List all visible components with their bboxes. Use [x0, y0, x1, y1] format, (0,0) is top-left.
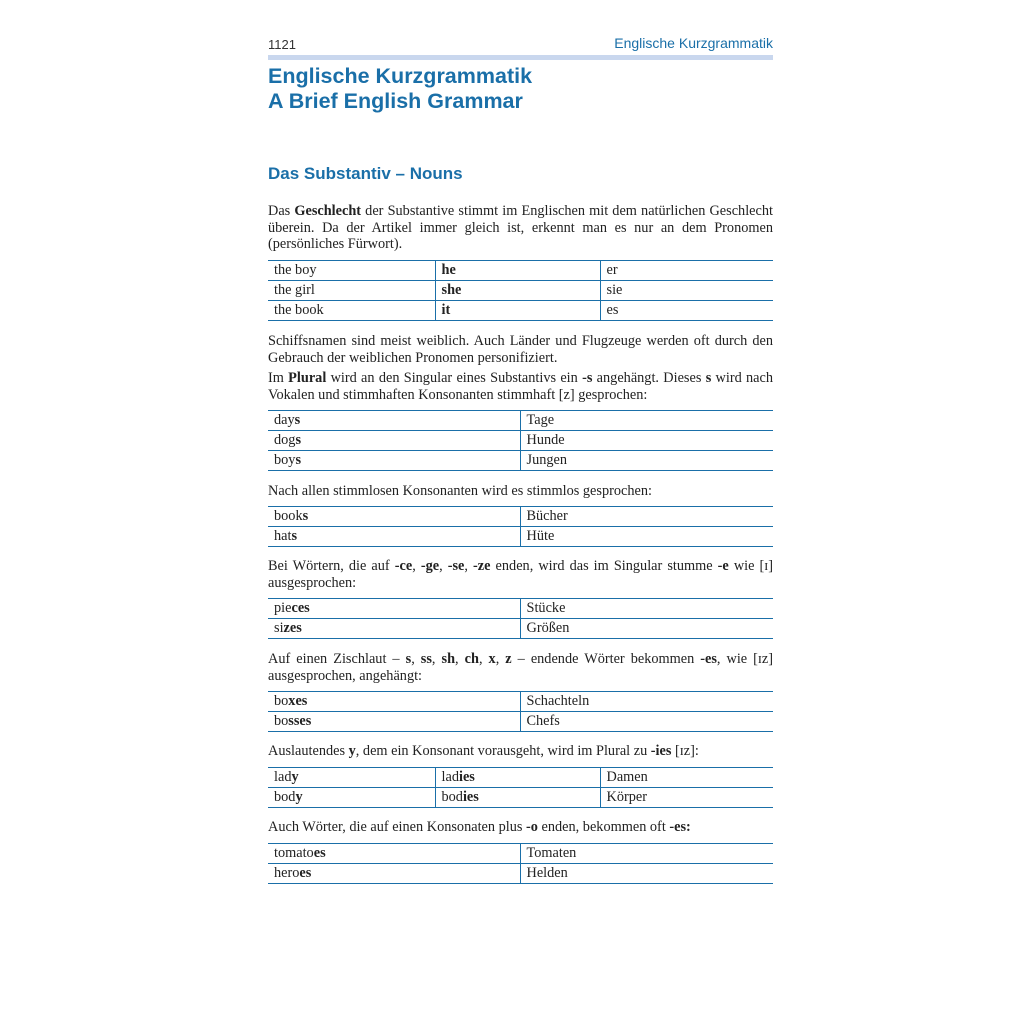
cell-german: Chefs — [520, 712, 773, 732]
text-run: , wie [ɪz] ausgesprochen, angehängt: — [268, 651, 773, 684]
term-bold: es — [299, 865, 312, 881]
term-bold: y — [295, 789, 303, 805]
term-bold: -ge — [420, 558, 440, 574]
cell-english — [268, 599, 520, 619]
text-run: , — [464, 558, 474, 574]
cell-german: Hunde — [520, 431, 773, 451]
text-run: enden, bekommen oft — [537, 819, 670, 835]
term-bold: ch — [464, 651, 479, 667]
term-bold: zes — [283, 620, 302, 636]
term-bold: s — [295, 452, 302, 468]
cell-german: Helden — [520, 864, 773, 884]
cell-english — [268, 712, 520, 732]
term-bold: ies — [458, 769, 475, 785]
text-run: Auslautendes — [268, 743, 349, 759]
text-run: lad — [274, 769, 292, 785]
text-run: Bei Wörtern, die auf — [268, 558, 395, 574]
text-run: tomato — [274, 845, 314, 861]
text-run: wird nach Vokalen und stimmhaften Konsonanten stimmhaft [z] gesprochen: — [268, 370, 774, 403]
text-run: – endende Wörter bekommen — [511, 651, 701, 667]
paragraph-voiceless: Nach allen stimmlosen Konsonanten wird es stimmlos gesprochen: — [268, 483, 652, 499]
paragraph-y-plural — [268, 743, 773, 760]
text-run: bod — [274, 789, 296, 805]
text-run: boy — [274, 452, 296, 468]
cell-pronoun: it — [435, 301, 600, 321]
term-bold: sh — [441, 651, 456, 667]
table-row — [268, 768, 773, 788]
term-bold: -ze — [473, 558, 491, 574]
paragraph-gender — [268, 203, 773, 253]
text-run: Im — [268, 370, 289, 386]
term-bold: -es — [700, 651, 717, 667]
cell-noun: the boy — [268, 261, 435, 281]
cell-german: es — [600, 301, 773, 321]
term-bold: s — [291, 528, 298, 544]
cell-english — [268, 527, 520, 547]
table-row — [268, 619, 773, 639]
text-run: bod — [441, 789, 463, 805]
term-bold: es — [313, 845, 326, 861]
table-gender — [268, 260, 773, 321]
text-run: [ɪz]: — [671, 743, 699, 759]
term-bold: ces — [291, 600, 310, 616]
cell-english — [268, 451, 520, 471]
section-title: Das Substantiv – Nouns — [268, 164, 463, 183]
page-title — [268, 64, 532, 114]
term-bold: Plural — [288, 370, 327, 386]
cell-noun: the book — [268, 301, 435, 321]
text-run: , — [411, 651, 421, 667]
cell-german: Stücke — [520, 599, 773, 619]
table-row — [268, 599, 773, 619]
text-run: bo — [274, 713, 289, 729]
cell-german: Körper — [600, 788, 773, 808]
text-run: , — [412, 558, 421, 574]
text-run: dog — [274, 432, 296, 448]
cell-english — [268, 844, 520, 864]
cell-english — [268, 431, 520, 451]
table-row — [268, 527, 773, 547]
table-row — [268, 431, 773, 451]
term-bold: y — [348, 743, 356, 759]
table-plural-voiced — [268, 410, 773, 471]
paragraph-ships: Schiffsnamen sind meist weiblich. Auch Länder und Flugzeuge werden oft durch den Gebrauch der weiblichen Pronomen personifiziert. — [268, 333, 773, 366]
text-run: hero — [274, 865, 300, 881]
term-bold: ss — [420, 651, 432, 667]
term-bold: s — [705, 370, 712, 386]
cell-german: Jungen — [520, 451, 773, 471]
paragraph-sibilant — [268, 651, 773, 684]
text-run: Auf einen Zischlaut – — [268, 651, 406, 667]
table-plural-o — [268, 843, 773, 884]
cell-plural — [435, 768, 600, 788]
term-bold: -es: — [669, 819, 691, 835]
cell-english — [268, 864, 520, 884]
term-bold: xes — [288, 693, 308, 709]
cell-pronoun: he — [435, 261, 600, 281]
table-row — [268, 692, 773, 712]
text-run: hat — [274, 528, 292, 544]
cell-english — [268, 692, 520, 712]
text-run: angehängt. Dieses — [592, 370, 706, 386]
text-run: pie — [274, 600, 292, 616]
cell-plural — [435, 788, 600, 808]
cell-german: Größen — [520, 619, 773, 639]
cell-german: Hüte — [520, 527, 773, 547]
text-run: , — [495, 651, 506, 667]
header-rule — [268, 55, 773, 60]
page-number: 1121 — [268, 37, 296, 52]
text-run: , — [455, 651, 465, 667]
running-head: Englische Kurzgrammatik — [614, 35, 773, 51]
paragraph-silent-e — [268, 558, 773, 591]
term-bold: -ce — [394, 558, 413, 574]
cell-noun: the girl — [268, 281, 435, 301]
table-row — [268, 451, 773, 471]
cell-german: Damen — [600, 768, 773, 788]
term-bold: -se — [447, 558, 465, 574]
term-bold: ies — [462, 789, 479, 805]
table-row — [268, 301, 773, 321]
term-bold: s — [294, 412, 301, 428]
table-row — [268, 788, 773, 808]
cell-english — [268, 411, 520, 431]
cell-singular — [268, 788, 435, 808]
term-bold: Geschlecht — [294, 203, 362, 219]
text-run: day — [274, 412, 295, 428]
text-run: si — [274, 620, 284, 636]
cell-german: Tage — [520, 411, 773, 431]
table-row — [268, 411, 773, 431]
term-bold: -ies — [650, 743, 672, 759]
cell-german: Schachteln — [520, 692, 773, 712]
term-bold: s — [405, 651, 412, 667]
table-plural-silent-e — [268, 598, 773, 639]
page-header — [268, 34, 773, 54]
term-bold: z — [505, 651, 512, 667]
table-row — [268, 261, 773, 281]
text-run: wird an den Singular eines Substantivs ein — [326, 370, 583, 386]
title-english: A Brief English Grammar — [268, 89, 523, 113]
cell-singular — [268, 768, 435, 788]
text-run: , — [478, 651, 489, 667]
cell-german: sie — [600, 281, 773, 301]
term-bold: -o — [526, 819, 538, 835]
title-german: Englische Kurzgrammatik — [268, 64, 533, 88]
table-row — [268, 712, 773, 732]
term-bold: s — [295, 432, 302, 448]
table-plural-sibilant — [268, 691, 773, 732]
term-bold: s — [302, 508, 309, 524]
table-row — [268, 844, 773, 864]
text-run: lad — [441, 769, 459, 785]
cell-german: er — [600, 261, 773, 281]
text-run: Das — [268, 203, 295, 219]
term-bold: y — [291, 769, 299, 785]
term-bold: -e — [717, 558, 729, 574]
text-run: , — [431, 651, 442, 667]
table-row — [268, 281, 773, 301]
table-row — [268, 507, 773, 527]
paragraph-o-plural — [268, 819, 773, 836]
paragraph-plural — [268, 370, 773, 403]
text-run: bo — [274, 693, 289, 709]
text-run: , dem ein Konsonant vorausgeht, wird im Plural zu — [355, 743, 651, 759]
cell-german: Bücher — [520, 507, 773, 527]
table-row — [268, 864, 773, 884]
cell-english — [268, 507, 520, 527]
cell-english — [268, 619, 520, 639]
table-plural-y — [268, 767, 773, 808]
cell-pronoun: she — [435, 281, 600, 301]
text-run: wie [ɪ] ausgesprochen: — [268, 558, 774, 591]
text-run: , — [439, 558, 448, 574]
cell-german: Tomaten — [520, 844, 773, 864]
text-run: Auch Wörter, die auf einen Konsonaten plus — [268, 819, 527, 835]
term-bold: -s — [582, 370, 593, 386]
text-run: book — [274, 508, 303, 524]
text-run: der Substantive stimmt im Englischen mit dem natürlichen Geschlecht überein. Da der Artikel immer gleich ist, erkennt man es nur an dem Pronomen (persönliches Fürwort). — [268, 203, 773, 253]
term-bold: sses — [288, 713, 312, 729]
term-bold: x — [488, 651, 496, 667]
text-run: enden, wird das im Singular stumme — [490, 558, 718, 574]
table-plural-voiceless — [268, 506, 773, 547]
